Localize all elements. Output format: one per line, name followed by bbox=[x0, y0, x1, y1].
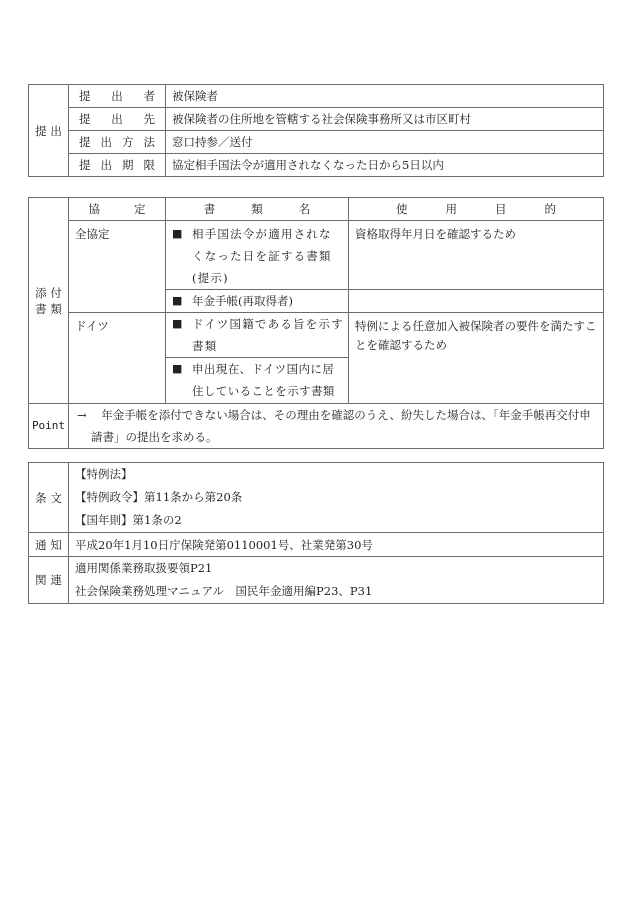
purpose-header: 使 用 目 的 bbox=[349, 198, 604, 221]
submit-method-label: 提 出 方 法 bbox=[69, 131, 166, 154]
table-row bbox=[29, 221, 604, 290]
point-row bbox=[29, 404, 604, 449]
document-item: ■ 年金手帳(再取得者) bbox=[166, 290, 349, 313]
submit-deadline-value: 協定相手国法令が適用されなくなった日から5日以内 bbox=[166, 154, 604, 177]
purpose-cell: 特例による任意加入被保険者の要件を満たすことを確認するため bbox=[349, 313, 604, 404]
document-item: ■ 申出現在、ドイツ国内に居住していることを示す書類 bbox=[166, 358, 349, 404]
bullet-square-icon: ■ bbox=[172, 317, 183, 330]
agreement-header: 協 定 bbox=[69, 198, 166, 221]
purpose-cell: 資格取得年月日を確認するため bbox=[349, 221, 604, 290]
bullet-square-icon: ■ bbox=[172, 227, 183, 240]
notice-value: 平成20年1月10日庁保険発第0110001号、社業発第30号 bbox=[69, 533, 604, 557]
purpose-cell bbox=[349, 290, 604, 313]
document-item: ■ ドイツ国籍である旨を示す書類 bbox=[166, 313, 349, 358]
table-row bbox=[29, 313, 604, 358]
articles-row bbox=[29, 463, 604, 533]
submitter-value: 被保険者 bbox=[166, 85, 604, 108]
arrow-right-icon: → bbox=[77, 408, 87, 422]
submission-section-label: 提 出 bbox=[29, 85, 69, 177]
submit-to-value: 被保険者の住所地を管轄する社会保険事務所又は市区町村 bbox=[166, 108, 604, 131]
point-text: → 年金手帳を添付できない場合は、その理由を確認のうえ、紛失した場合は、「年金手帳再交付申 請書」の提出を求める。 bbox=[69, 404, 604, 449]
attachments-table bbox=[28, 197, 604, 449]
articles-value: 【特例法】 【特例政令】第11条から第20条 【国年則】第1条の2 bbox=[69, 463, 604, 533]
submit-method-value: 窓口持参／送付 bbox=[166, 131, 604, 154]
related-row bbox=[29, 557, 604, 604]
document-item: ■ 相手国法令が適用されなくなった日を証する書類(提示) bbox=[166, 221, 349, 290]
document-name-header: 書 類 名 bbox=[166, 198, 349, 221]
submit-to-label: 提 出 先 bbox=[69, 108, 166, 131]
references-table bbox=[28, 462, 604, 604]
articles-label: 条 文 bbox=[29, 463, 69, 533]
submitter-label: 提 出 者 bbox=[69, 85, 166, 108]
agreement-all: 全協定 bbox=[69, 221, 166, 313]
point-label: Point bbox=[29, 404, 69, 449]
bullet-square-icon: ■ bbox=[172, 294, 183, 307]
bullet-square-icon: ■ bbox=[172, 362, 183, 375]
related-label: 関 連 bbox=[29, 557, 69, 604]
attachments-section-label: 添 付 書 類 bbox=[29, 198, 69, 404]
attachments-header-row bbox=[29, 198, 604, 221]
notice-label: 通 知 bbox=[29, 533, 69, 557]
notice-row bbox=[29, 533, 604, 557]
submission-table bbox=[28, 84, 604, 177]
related-value: 適用関係業務取扱要領P21 社会保険業務処理マニュアル 国民年金適用編P23、P31 bbox=[69, 557, 604, 604]
submit-deadline-label: 提 出 期 限 bbox=[69, 154, 166, 177]
agreement-germany: ドイツ bbox=[69, 313, 166, 404]
